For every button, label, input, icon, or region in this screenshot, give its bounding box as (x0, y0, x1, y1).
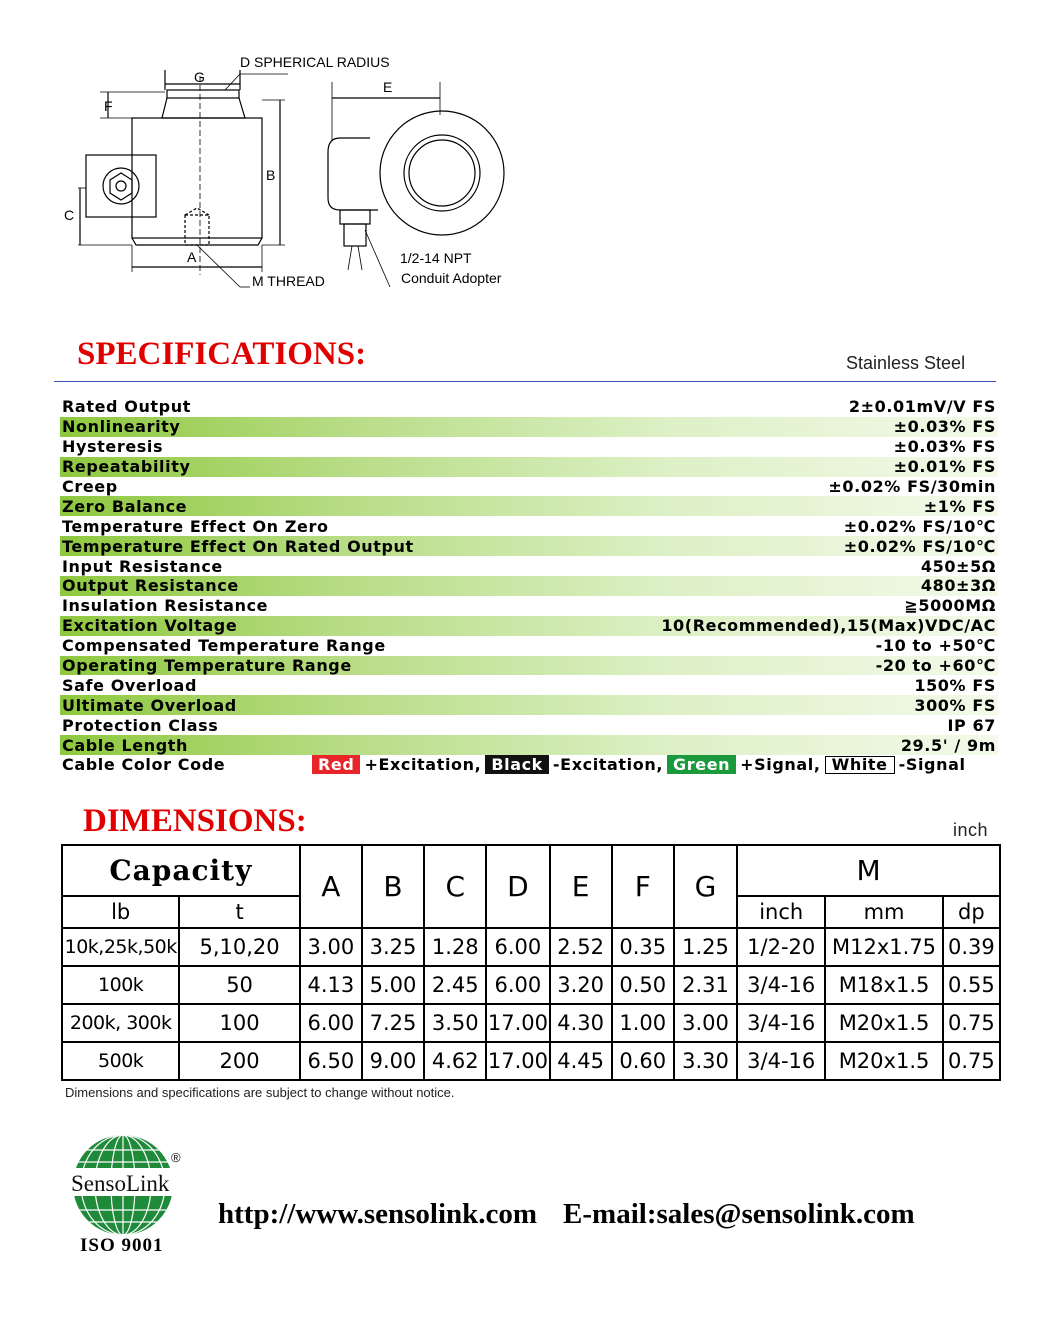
cell-t: 5,10,20 (179, 928, 299, 966)
label-npt-line2: Conduit Adopter (401, 270, 502, 286)
spec-label: Zero Balance (62, 496, 188, 516)
spec-value: ≧5000MΩ (904, 596, 996, 616)
table-row (62, 1042, 1000, 1080)
cell-f: 0.35 (612, 928, 674, 966)
cell-lb: 200k, 300k (62, 1004, 179, 1042)
spec-label: Repeatability (62, 457, 191, 477)
cell-lb: 100k (62, 966, 179, 1004)
cell-g: 3.00 (674, 1004, 737, 1042)
cell-m-inch: 1/2-20 (737, 928, 825, 966)
spec-row-compensated-temp (60, 636, 998, 656)
spec-value: 10(Recommended),15(Max)VDC/AC (661, 616, 996, 636)
spec-label: Insulation Resistance (62, 596, 269, 616)
cell-m-mm: M12x1.75 (825, 928, 942, 966)
header-dp: dp (943, 896, 1000, 928)
table-row (62, 928, 1000, 966)
label-m-thread: M THREAD (252, 273, 325, 289)
spec-value: 150% FS (914, 675, 996, 695)
cell-t: 50 (179, 966, 299, 1004)
spec-row-insulation-resistance (60, 596, 998, 616)
spec-label: Safe Overload (62, 675, 198, 695)
cell-b: 5.00 (362, 966, 424, 1004)
cable-color-red: Red (312, 755, 360, 774)
cell-g: 2.31 (674, 966, 737, 1004)
cell-c: 4.62 (424, 1042, 486, 1080)
cell-c: 3.50 (424, 1004, 486, 1042)
header-g: G (674, 845, 737, 928)
cell-d: 17.00 (486, 1042, 549, 1080)
cell-d: 17.00 (486, 1004, 549, 1042)
specifications-list (60, 397, 998, 775)
cell-dp: 0.75 (943, 1042, 1000, 1080)
cable-color-black: Black (485, 755, 549, 774)
spec-value: 2±0.01mV/V FS (848, 397, 996, 417)
spec-label: Input Resistance (62, 556, 223, 576)
cell-m-inch: 3/4-16 (737, 1042, 825, 1080)
cell-c: 1.28 (424, 928, 486, 966)
contact-line (218, 1198, 941, 1231)
cell-m-inch: 3/4-16 (737, 1004, 825, 1042)
label-e: E (383, 79, 393, 95)
spec-value: ±0.03% FS (893, 417, 996, 437)
cell-a: 3.00 (300, 928, 362, 966)
cable-color-legend (312, 755, 970, 775)
spec-row-excitation-voltage (60, 616, 998, 636)
spec-label: Creep (62, 477, 118, 496)
label-c: C (64, 207, 75, 223)
spec-row-safe-overload (60, 675, 998, 695)
cell-e: 4.45 (550, 1042, 612, 1080)
cell-m-inch: 3/4-16 (737, 966, 825, 1004)
header-t: t (179, 896, 299, 928)
spec-value: ±0.02% FS/10℃ (843, 536, 996, 556)
cable-color-red-desc: +Excitation, (364, 755, 482, 775)
cable-color-black-desc: -Excitation, (552, 755, 664, 775)
cell-e: 2.52 (550, 928, 612, 966)
iso-certification: ISO 9001 (80, 1235, 164, 1256)
spec-row-temp-effect-zero (60, 516, 998, 536)
cable-color-green: Green (667, 755, 736, 774)
specifications-title: SPECIFICATIONS: (77, 336, 367, 372)
spec-label: Rated Output (62, 397, 191, 417)
header-lb: lb (62, 896, 179, 928)
spec-row-nonlinearity (60, 417, 998, 437)
label-f: F (104, 98, 113, 114)
cell-b: 3.25 (362, 928, 424, 966)
website-link[interactable]: http://www.sensolink.com (218, 1198, 538, 1230)
cable-color-white: White (825, 756, 895, 774)
spec-row-ultimate-overload (60, 695, 998, 715)
cell-dp: 0.75 (943, 1004, 1000, 1042)
spec-value: -20 to +60℃ (875, 656, 996, 676)
cell-e: 4.30 (550, 1004, 612, 1042)
spec-row-protection-class (60, 715, 998, 735)
spec-row-creep (60, 477, 998, 497)
dimensions-table (61, 844, 1001, 1081)
cell-m-mm: M20x1.5 (825, 1004, 942, 1042)
load-cell-drawing (40, 40, 560, 310)
cable-color-green-desc: +Signal, (740, 755, 821, 775)
spec-row-output-resistance (60, 576, 998, 596)
spec-value: 450±5Ω (920, 556, 996, 576)
spec-label: Hysteresis (62, 437, 164, 457)
spec-row-cable-color-code (60, 755, 998, 775)
cell-e: 3.20 (550, 966, 612, 1004)
spec-label: Cable Length (62, 735, 189, 755)
cell-m-mm: M18x1.5 (825, 966, 942, 1004)
cell-f: 0.50 (612, 966, 674, 1004)
cell-a: 4.13 (300, 966, 362, 1004)
spec-value: ±1% FS (923, 496, 996, 516)
spec-label: Operating Temperature Range (62, 656, 352, 676)
cell-lb: 10k,25k,50k (62, 928, 179, 966)
spec-label: Protection Class (62, 715, 219, 735)
header-f: F (612, 845, 674, 928)
spec-value: 480±3Ω (920, 576, 996, 596)
spec-label: Temperature Effect On Rated Output (62, 536, 414, 556)
spec-label: Cable Color Code (62, 755, 226, 775)
cell-dp: 0.55 (943, 966, 1000, 1004)
spec-value: ±0.01% FS (893, 457, 996, 477)
header-m: M (737, 845, 1000, 896)
material-label: Stainless Steel (846, 353, 966, 373)
spec-row-operating-temp (60, 656, 998, 676)
spec-label: Compensated Temperature Range (62, 636, 386, 656)
dimensions-unit: inch (953, 820, 989, 840)
table-row (62, 1004, 1000, 1042)
cell-g: 1.25 (674, 928, 737, 966)
header-e: E (550, 845, 612, 928)
spec-row-zero-balance (60, 496, 998, 516)
cell-m-mm: M20x1.5 (825, 1042, 942, 1080)
spec-label: Ultimate Overload (62, 695, 237, 715)
spec-value: ±0.03% FS (893, 437, 996, 457)
spec-value: IP 67 (947, 715, 996, 735)
header-inch: inch (737, 896, 825, 928)
email-link[interactable]: E-mail:sales@sensolink.com (563, 1198, 915, 1230)
cell-t: 200 (179, 1042, 299, 1080)
cell-a: 6.00 (300, 1004, 362, 1042)
cell-lb: 500k (62, 1042, 179, 1080)
spec-label: Output Resistance (62, 576, 239, 596)
spec-value: 29.5' / 9m (900, 735, 996, 755)
spec-value: 300% FS (914, 695, 996, 715)
cell-t: 100 (179, 1004, 299, 1042)
cell-c: 2.45 (424, 966, 486, 1004)
cell-dp: 0.39 (943, 928, 1000, 966)
label-npt-line1: 1/2-14 NPT (400, 250, 472, 266)
table-row (62, 966, 1000, 1004)
cell-d: 6.00 (486, 928, 549, 966)
specifications-divider (54, 381, 996, 382)
header-b: B (362, 845, 424, 928)
dimensions-title: DIMENSIONS: (83, 803, 307, 839)
header-mm: mm (825, 896, 942, 928)
spec-row-cable-length (60, 735, 998, 755)
cell-b: 9.00 (362, 1042, 424, 1080)
disclaimer: Dimensions and specifications are subject to change without notice. (65, 1085, 455, 1100)
header-d: D (486, 845, 549, 928)
spec-label: Temperature Effect On Zero (62, 516, 329, 536)
label-a: A (187, 249, 197, 265)
spec-row-temp-effect-output (60, 536, 998, 556)
label-b: B (266, 167, 276, 183)
spec-label: Nonlinearity (62, 417, 181, 437)
cell-d: 6.00 (486, 966, 549, 1004)
spec-value: -10 to +50℃ (875, 636, 996, 656)
logo-text: SensoLink (71, 1171, 170, 1196)
spec-row-repeatability (60, 457, 998, 477)
cable-color-white-desc: -Signal (898, 755, 966, 775)
header-c: C (424, 845, 486, 928)
cell-b: 7.25 (362, 1004, 424, 1042)
spec-value: ±0.02% FS/10℃ (843, 516, 996, 536)
label-g: G (194, 69, 205, 85)
cell-f: 0.60 (612, 1042, 674, 1080)
cell-f: 1.00 (612, 1004, 674, 1042)
spec-value: ±0.02% FS/30min (828, 477, 996, 496)
registered-mark: ® (171, 1150, 181, 1165)
spec-row-hysteresis (60, 437, 998, 457)
cell-g: 3.30 (674, 1042, 737, 1080)
spec-row-rated-output (60, 397, 998, 417)
header-capacity: Capacity (62, 845, 300, 896)
spec-label: Excitation Voltage (62, 616, 238, 636)
label-d-spherical-radius: D SPHERICAL RADIUS (240, 54, 390, 70)
cell-a: 6.50 (300, 1042, 362, 1080)
spec-row-input-resistance (60, 556, 998, 576)
header-a: A (300, 845, 362, 928)
